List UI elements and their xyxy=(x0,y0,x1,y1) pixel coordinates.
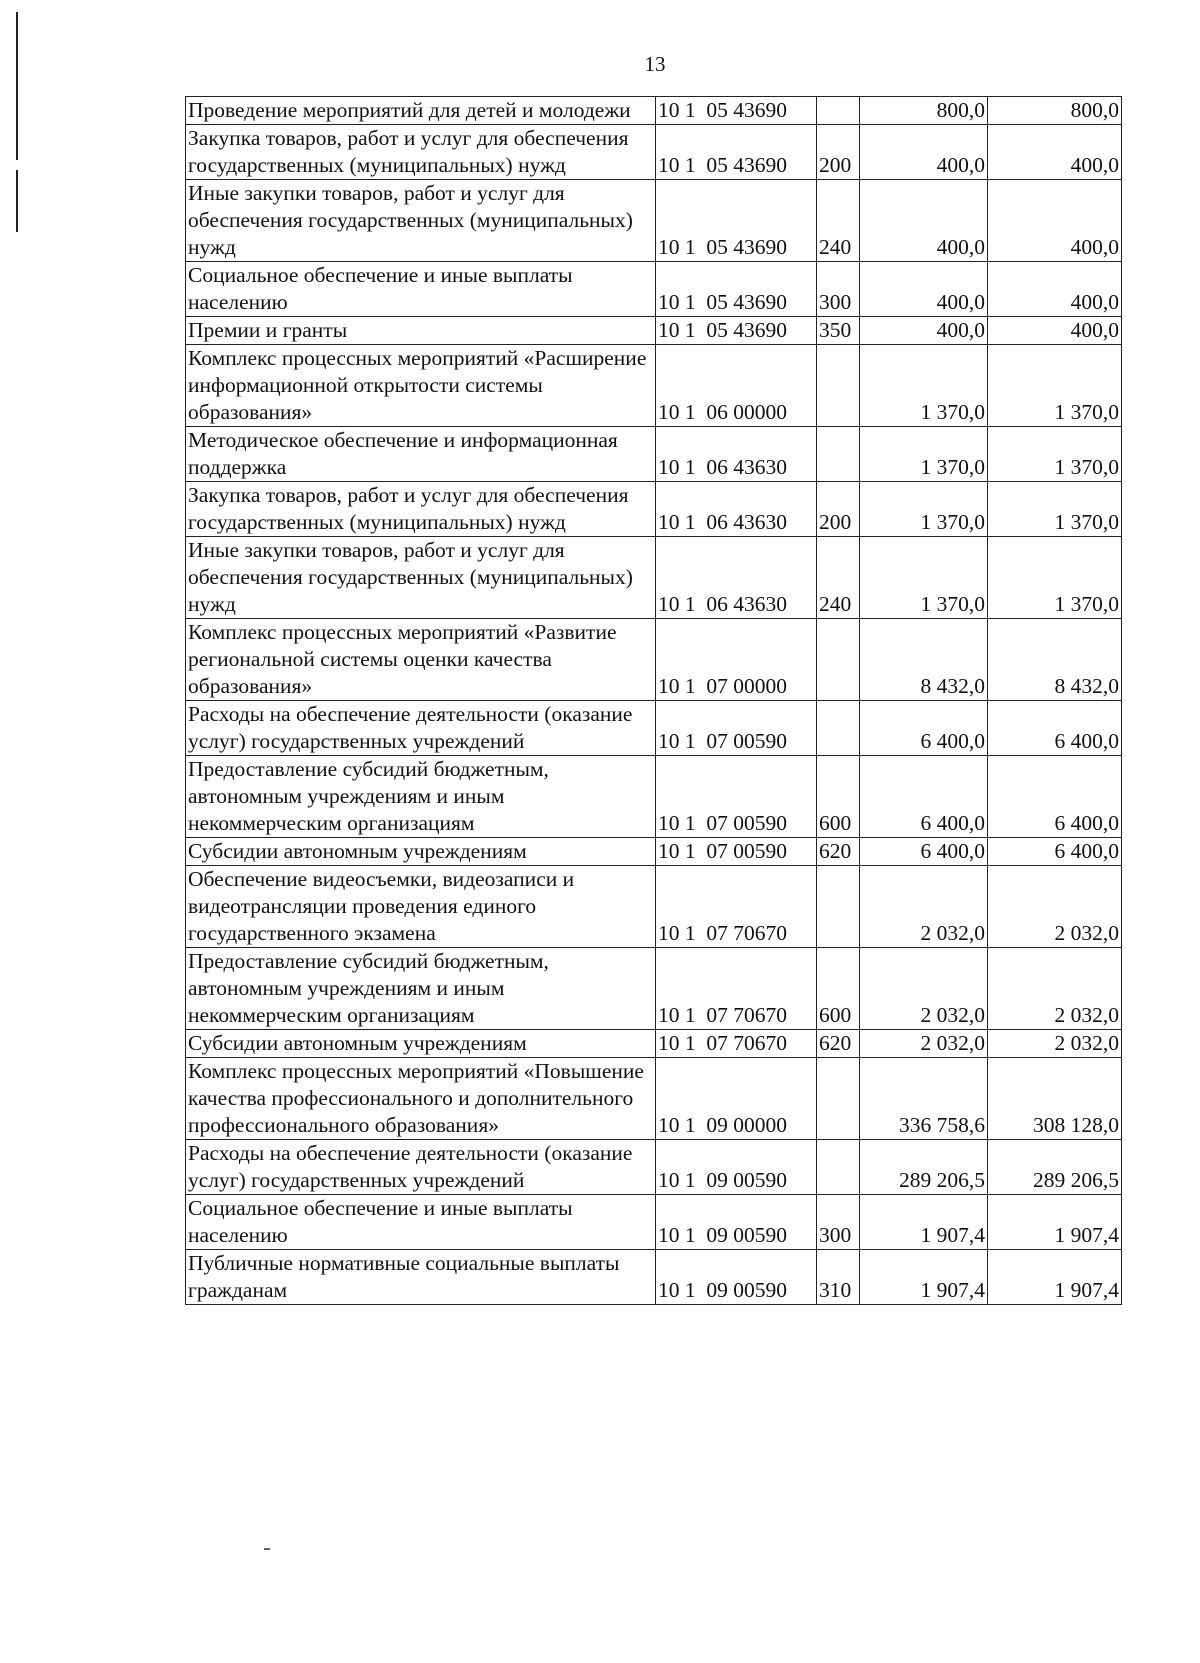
expense-type-code: 240 xyxy=(817,180,860,262)
table-row xyxy=(186,180,1122,262)
target-article-code: 10 1 09 00000 xyxy=(656,1058,817,1140)
table-row xyxy=(186,1058,1122,1140)
expense-name: Обеспечение видеосъемки, видеозаписи и видеотрансляции проведения единого государственного экзамена xyxy=(186,866,656,948)
scan-mark xyxy=(264,1548,270,1550)
amount-first-year: 1 370,0 xyxy=(860,537,988,619)
target-article-code: 10 1 05 43690 xyxy=(656,125,817,180)
expense-type-code: 200 xyxy=(817,125,860,180)
target-article-code: 10 1 07 70670 xyxy=(656,1030,817,1058)
target-article-code: 10 1 05 43690 xyxy=(656,317,817,345)
expense-type-code: 310 xyxy=(817,1250,860,1305)
expense-name: Публичные нормативные социальные выплаты гражданам xyxy=(186,1250,656,1305)
amount-first-year: 289 206,5 xyxy=(860,1140,988,1195)
table-row xyxy=(186,125,1122,180)
table-row xyxy=(186,345,1122,427)
target-article-code: 10 1 07 00590 xyxy=(656,838,817,866)
expense-name: Комплекс процессных мероприятий «Развитие региональной системы оценки качества образования» xyxy=(186,619,656,701)
table-row xyxy=(186,1140,1122,1195)
table-row xyxy=(186,838,1122,866)
expense-name: Закупка товаров, работ и услуг для обеспечения государственных (муниципальных) нужд xyxy=(186,482,656,537)
expense-type-code: 600 xyxy=(817,948,860,1030)
target-article-code: 10 1 09 00590 xyxy=(656,1250,817,1305)
table-row xyxy=(186,537,1122,619)
expense-name: Расходы на обеспечение деятельности (оказание услуг) государственных учреждений xyxy=(186,701,656,756)
amount-second-year: 6 400,0 xyxy=(988,756,1122,838)
amount-second-year: 1 907,4 xyxy=(988,1195,1122,1250)
expense-name: Иные закупки товаров, работ и услуг для обеспечения государственных (муниципальных) нужд xyxy=(186,180,656,262)
amount-second-year: 1 370,0 xyxy=(988,427,1122,482)
expense-name: Комплекс процессных мероприятий «Повышение качества профессионального и дополнительного профессионального образования» xyxy=(186,1058,656,1140)
table-row xyxy=(186,262,1122,317)
amount-first-year: 2 032,0 xyxy=(860,866,988,948)
amount-second-year: 308 128,0 xyxy=(988,1058,1122,1140)
table-row xyxy=(186,756,1122,838)
left-margin-line xyxy=(16,170,18,232)
expense-type-code: 200 xyxy=(817,482,860,537)
expense-type-code: 300 xyxy=(817,262,860,317)
amount-second-year: 800,0 xyxy=(988,97,1122,125)
expense-name: Премии и гранты xyxy=(186,317,656,345)
amount-second-year: 1 370,0 xyxy=(988,537,1122,619)
amount-first-year: 400,0 xyxy=(860,180,988,262)
amount-first-year: 6 400,0 xyxy=(860,701,988,756)
expense-type-code xyxy=(817,866,860,948)
amount-second-year: 289 206,5 xyxy=(988,1140,1122,1195)
expense-type-code xyxy=(817,619,860,701)
budget-table-body xyxy=(186,97,1122,1305)
table-row xyxy=(186,1195,1122,1250)
target-article-code: 10 1 05 43690 xyxy=(656,262,817,317)
page-number: 13 xyxy=(644,52,666,76)
table-row xyxy=(186,1030,1122,1058)
expense-name: Социальное обеспечение и иные выплаты населению xyxy=(186,262,656,317)
budget-table xyxy=(185,96,1122,1305)
expense-type-code xyxy=(817,345,860,427)
expense-name: Методическое обеспечение и информационная поддержка xyxy=(186,427,656,482)
table-row xyxy=(186,427,1122,482)
target-article-code: 10 1 06 00000 xyxy=(656,345,817,427)
amount-first-year: 1 907,4 xyxy=(860,1250,988,1305)
target-article-code: 10 1 09 00590 xyxy=(656,1195,817,1250)
expense-type-code xyxy=(817,427,860,482)
amount-first-year: 336 758,6 xyxy=(860,1058,988,1140)
expense-name: Иные закупки товаров, работ и услуг для обеспечения государственных (муниципальных) нужд xyxy=(186,537,656,619)
expense-type-code xyxy=(817,97,860,125)
expense-name: Предоставление субсидий бюджетным, автономным учреждениям и иным некоммерческим организациям xyxy=(186,756,656,838)
amount-second-year: 2 032,0 xyxy=(988,1030,1122,1058)
expense-name: Социальное обеспечение и иные выплаты населению xyxy=(186,1195,656,1250)
expense-name: Комплекс процессных мероприятий «Расширение информационной открытости системы образования» xyxy=(186,345,656,427)
amount-first-year: 400,0 xyxy=(860,262,988,317)
table-row xyxy=(186,866,1122,948)
amount-second-year: 6 400,0 xyxy=(988,701,1122,756)
expense-name: Закупка товаров, работ и услуг для обеспечения государственных (муниципальных) нужд xyxy=(186,125,656,180)
amount-first-year: 2 032,0 xyxy=(860,1030,988,1058)
target-article-code: 10 1 05 43690 xyxy=(656,97,817,125)
target-article-code: 10 1 07 70670 xyxy=(656,866,817,948)
amount-first-year: 1 370,0 xyxy=(860,345,988,427)
expense-type-code: 350 xyxy=(817,317,860,345)
target-article-code: 10 1 09 00590 xyxy=(656,1140,817,1195)
table-row xyxy=(186,701,1122,756)
expense-type-code: 600 xyxy=(817,756,860,838)
target-article-code: 10 1 07 00000 xyxy=(656,619,817,701)
expense-type-code: 620 xyxy=(817,838,860,866)
target-article-code: 10 1 06 43630 xyxy=(656,537,817,619)
expense-name: Предоставление субсидий бюджетным, автономным учреждениям и иным некоммерческим организациям xyxy=(186,948,656,1030)
expense-type-code: 240 xyxy=(817,537,860,619)
amount-second-year: 400,0 xyxy=(988,262,1122,317)
table-row xyxy=(186,482,1122,537)
amount-first-year: 800,0 xyxy=(860,97,988,125)
table-row xyxy=(186,97,1122,125)
amount-second-year: 2 032,0 xyxy=(988,948,1122,1030)
target-article-code: 10 1 06 43630 xyxy=(656,482,817,537)
amount-second-year: 2 032,0 xyxy=(988,866,1122,948)
expense-type-code xyxy=(817,1058,860,1140)
amount-second-year: 400,0 xyxy=(988,180,1122,262)
amount-first-year: 1 370,0 xyxy=(860,427,988,482)
expense-name: Проведение мероприятий для детей и молодежи xyxy=(186,97,656,125)
amount-second-year: 1 907,4 xyxy=(988,1250,1122,1305)
table-row xyxy=(186,619,1122,701)
expense-type-code: 620 xyxy=(817,1030,860,1058)
expense-name: Субсидии автономным учреждениям xyxy=(186,838,656,866)
expense-name: Субсидии автономным учреждениям xyxy=(186,1030,656,1058)
expense-type-code: 300 xyxy=(817,1195,860,1250)
amount-second-year: 400,0 xyxy=(988,317,1122,345)
amount-first-year: 6 400,0 xyxy=(860,838,988,866)
target-article-code: 10 1 07 70670 xyxy=(656,948,817,1030)
expense-type-code xyxy=(817,701,860,756)
table-row xyxy=(186,317,1122,345)
amount-first-year: 400,0 xyxy=(860,125,988,180)
table-row xyxy=(186,1250,1122,1305)
amount-second-year: 1 370,0 xyxy=(988,345,1122,427)
amount-second-year: 1 370,0 xyxy=(988,482,1122,537)
target-article-code: 10 1 07 00590 xyxy=(656,756,817,838)
table-row xyxy=(186,948,1122,1030)
amount-second-year: 6 400,0 xyxy=(988,838,1122,866)
amount-first-year: 1 370,0 xyxy=(860,482,988,537)
target-article-code: 10 1 07 00590 xyxy=(656,701,817,756)
amount-first-year: 1 907,4 xyxy=(860,1195,988,1250)
amount-first-year: 8 432,0 xyxy=(860,619,988,701)
target-article-code: 10 1 06 43630 xyxy=(656,427,817,482)
amount-first-year: 400,0 xyxy=(860,317,988,345)
amount-second-year: 8 432,0 xyxy=(988,619,1122,701)
left-margin-line xyxy=(16,12,18,160)
expense-name: Расходы на обеспечение деятельности (оказание услуг) государственных учреждений xyxy=(186,1140,656,1195)
expense-type-code xyxy=(817,1140,860,1195)
target-article-code: 10 1 05 43690 xyxy=(656,180,817,262)
amount-first-year: 2 032,0 xyxy=(860,948,988,1030)
amount-second-year: 400,0 xyxy=(988,125,1122,180)
amount-first-year: 6 400,0 xyxy=(860,756,988,838)
